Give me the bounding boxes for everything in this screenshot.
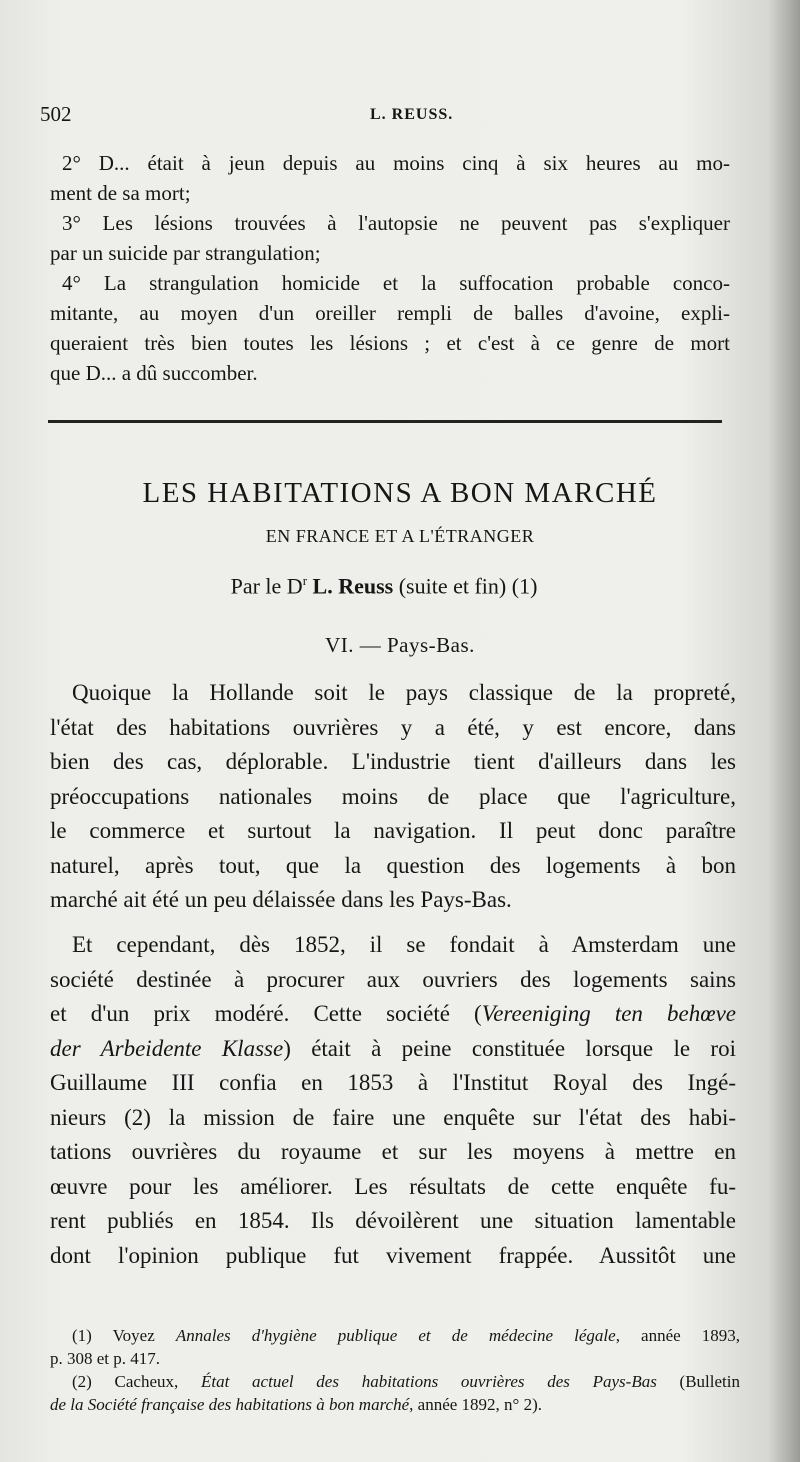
text-line	[50, 1393, 740, 1416]
text-line: naturel, après tout, que la question des logements à bon	[50, 852, 736, 878]
text-run: (Bulletin	[656, 1372, 740, 1391]
section-divider	[48, 420, 722, 423]
text-line: 3° Les lésions trouvées à l'autopsie ne peuvent pas s'expliquer	[62, 211, 730, 235]
text-line: société destinée à procurer aux ouvriers des logements sains	[50, 966, 736, 992]
byline-suffix: (suite et fin) (1)	[398, 573, 538, 599]
paragraph-2	[50, 928, 736, 1273]
byline-superscript: r	[302, 573, 308, 588]
text-line	[50, 997, 736, 1032]
running-head: L. REUSS.	[370, 106, 454, 123]
text-run: (1) Voyez	[72, 1326, 176, 1345]
text-line: tations ouvrières du royaume et sur les moyens à mettre en	[50, 1139, 736, 1164]
text-run: ) était à peine constituée lorsque le roi	[283, 1035, 736, 1061]
conclusion-item-2	[50, 148, 730, 208]
text-line: mitante, au moyen d'un oreiller rempli de balles d'avoine, expli-	[50, 301, 730, 325]
italic-title: Annales d'hygiène publique et de médecine légale	[175, 1326, 616, 1345]
text-line: le commerce et surtout la navigation. Il peut donc paraître	[50, 818, 736, 843]
text-line: Guillaume III confia en 1853 à l'Institut Royal des Ingé-	[50, 1070, 736, 1095]
text-line: 4° La strangulation homicide et la suffocation probable conco-	[62, 271, 730, 295]
italic-title: Vereeniging ten behœve	[481, 1001, 737, 1026]
text-line: bien des cas, déplorable. L'industrie tient d'ailleurs dans les	[50, 749, 736, 774]
text-line: Quoique la Hollande soit le pays classique de la propreté,	[72, 680, 736, 705]
text-run: , année 1893,	[615, 1326, 740, 1345]
text-line: l'état des habitations ouvrières y a été, y est encore, dans	[50, 714, 736, 740]
text-run: (2) Cacheux,	[72, 1372, 201, 1391]
text-run: , année 1892, n° 2).	[409, 1395, 543, 1414]
paragraph-1	[50, 676, 736, 918]
text-line: que D... a dû succomber.	[50, 361, 258, 385]
text-line: dont l'opinion publique fut vivement frappée. Aussitôt une	[50, 1242, 736, 1268]
conclusion-item-4	[50, 268, 730, 388]
byline-author: L. Reuss	[312, 573, 394, 599]
text-line: préoccupations nationales moins de place que l'agriculture,	[50, 783, 736, 809]
page-header	[40, 102, 760, 132]
italic-title: de la Société française des habitations à bon marché	[50, 1395, 410, 1414]
text-line	[50, 1032, 736, 1067]
footnote-2	[50, 1370, 740, 1393]
text-line: nieurs (2) la mission de faire une enquête sur l'état des habi-	[50, 1104, 736, 1130]
footnote-1	[50, 1324, 740, 1347]
text-line: marché ait été un peu délaissée dans les Pays-Bas.	[50, 887, 512, 912]
italic-title: der Arbeidente Klasse	[50, 1035, 284, 1061]
article-subtitle: EN FRANCE ET A L'ÉTRANGER	[265, 526, 535, 546]
text-line: ment de sa mort;	[50, 181, 191, 205]
text-line: p. 308 et p. 417.	[50, 1349, 161, 1368]
text-line: Et cependant, dès 1852, il se fondait à Amsterdam une	[72, 932, 736, 957]
byline-prefix: Par le D	[230, 573, 303, 599]
text-line: rent publiés en 1854. Ils dévoilèrent une situation lamentable	[50, 1208, 736, 1233]
text-line: par un suicide par strangulation;	[50, 241, 321, 265]
text-run: et d'un prix modéré. Cette société (	[50, 1001, 482, 1026]
conclusion-item-3	[50, 208, 730, 268]
footnotes	[50, 1324, 740, 1416]
article-title: LES HABITATIONS A BON MARCHÉ	[142, 477, 658, 509]
section-heading: VI. — Pays-Bas.	[325, 633, 475, 657]
text-line: queraient très bien toutes les lésions ; et c'est à ce genre de mort	[50, 331, 730, 355]
italic-title: État actuel des habitations ouvrières des Pays-Bas	[201, 1372, 657, 1391]
text-line: 2° D... était à jeun depuis au moins cinq à six heures au mo-	[62, 151, 730, 175]
text-line: œuvre pour les améliorer. Les résultats de cette enquête fu-	[50, 1173, 736, 1199]
article-byline	[0, 573, 768, 599]
page-number: 502	[40, 102, 72, 126]
